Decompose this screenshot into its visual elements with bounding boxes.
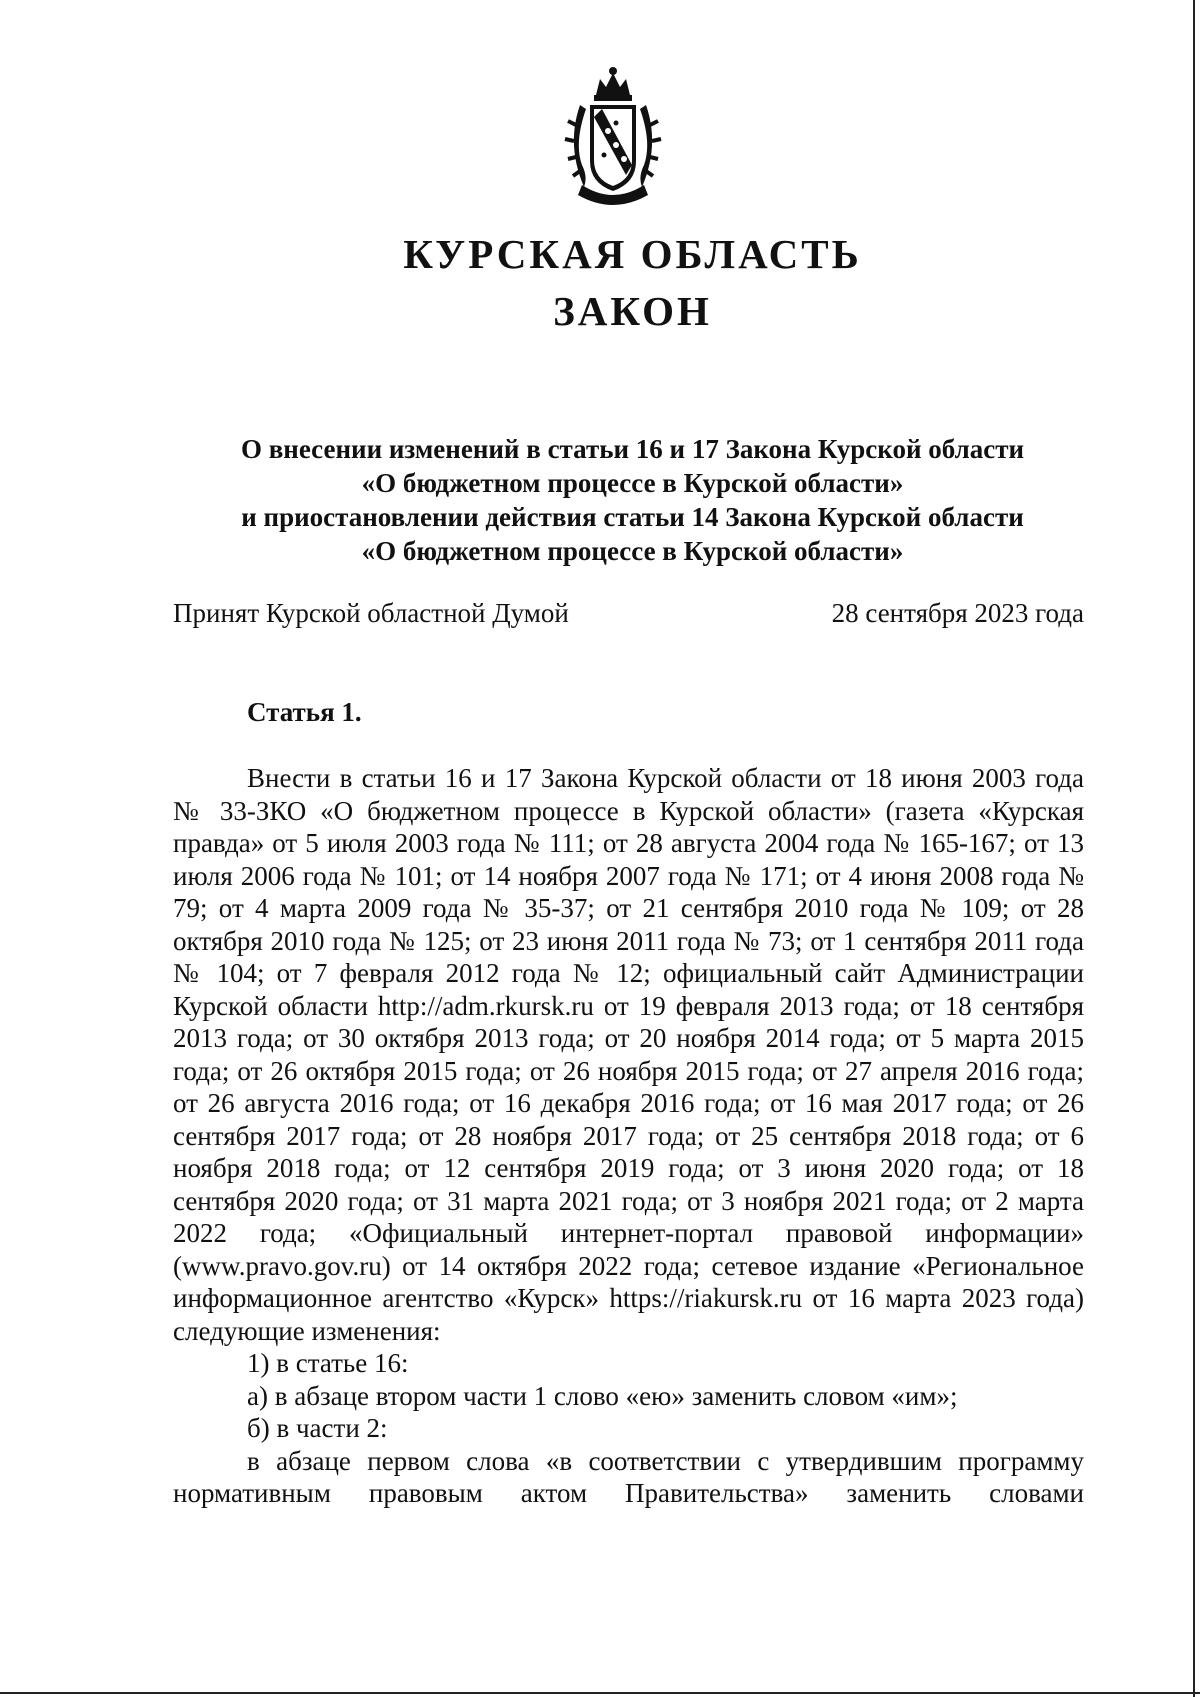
law-title — [0, 432, 1200, 568]
article-heading: Статья 1. — [247, 697, 362, 727]
article-paragraph: Внести в статьи 16 и 17 Закона Курской области от 18 июня 2003 года № 33-ЗКО «О бюджетном процессе в Курской области» (газета «Курская правда» от 5 июля 2003 года № 111; от 28 августа 2004 года № 165-167; от 13 июля 2006 года № 101; от 14 ноября 2007 года № 171; от 4 июня 2008 года № 79; от 4 марта 2009 года № 35-37; от 21 сентября 2010 года № 109; от 28 октября 2010 года № 125; от 23 июня 2011 года № 73; от 1 сентября 2011 года № 104; от 7 февраля 2012 года № 12; официальный сайт Администрации Курской области http://adm.rkursk.ru от 19 февраля 2013 года; от 18 сентября 2013 года; от 30 октября 2013 года; от 20 ноября 2014 года; от 5 марта 2015 года; от 26 октября 2015 года; от 26 ноября 2015 года; от 27 апреля 2016 года; от 26 августа 2016 года; от 16 декабря 2016 года; от 16 мая 2017 года; от 26 сентября 2017 года; от 28 ноября 2017 года; от 25 сентября 2018 года; от 6 ноября 2018 года; от 12 сентября 2019 года; от 3 июня 2020 года; от 18 сентября 2020 года; от 31 марта 2021 года; от 3 ноября 2021 года; от 2 марта 2022 года; «Официальный интернет-портал правовой информации» (www.pravo.gov.ru) от 14 октября 2022 года; сетевое издание «Региональное информационное агентство «Курск» https://riakursk.ru от 16 марта 2023 года) следующие изменения: — [173, 763, 1084, 1346]
list-item: 1) в статье 16: — [247, 1348, 409, 1378]
adopted-by: Принят Курской областной Думой — [173, 598, 569, 628]
law-title-line: и приостановлении действия статьи 14 Закона Курской области — [241, 502, 1024, 532]
list-item: б) в части 2: — [247, 1413, 388, 1443]
scan-border-bottom — [0, 1692, 1200, 1694]
law-title-line: «О бюджетном процессе в Курской области» — [361, 536, 904, 566]
region-name: КУРСКАЯ ОБЛАСТЬ — [403, 231, 862, 277]
law-title-line: «О бюджетном процессе в Курской области» — [361, 468, 904, 498]
article-body — [173, 762, 1084, 1510]
document-type: ЗАКОН — [553, 288, 712, 334]
law-title-line: О внесении изменений в статьи 16 и 17 Закона Курской области — [240, 434, 1025, 464]
list-item: а) в абзаце втором части 1 слово «ею» заменить словом «им»; — [247, 1380, 958, 1411]
adoption-date: 28 сентября 2023 года — [831, 598, 1084, 628]
coat-of-arms-emblem — [558, 65, 668, 210]
article-paragraph-last: в абзаце первом слова «в соответствии с утвердившим программу нормативным правовым актом Правительства» заменить словами — [173, 1445, 1084, 1508]
